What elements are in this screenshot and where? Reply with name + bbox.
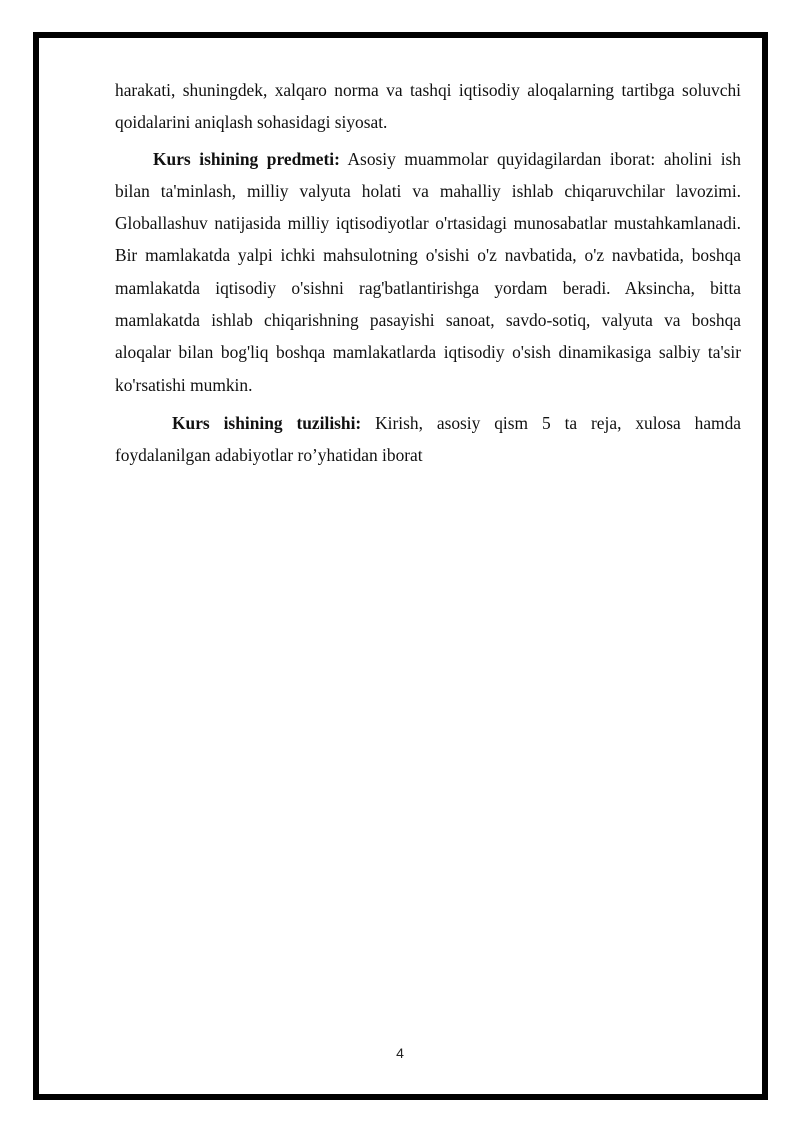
page-number: 4 <box>396 1045 404 1061</box>
course-structure-text: Kirish, asosiy qism 5 ta reja, xulosa hamda foydalanilgan adabiyotlar ro’yhatidan iborat <box>115 412 741 466</box>
course-structure-heading: Kurs ishining tuzilishi: <box>172 412 362 433</box>
course-subject-text: Asosiy muammolar quyidagilardan iborat: aholini ish bilan ta'minlash, milliy valyuta holati va mahalliy ishlab chiqaruvchilar lavozimi. Globallashuv natijasida milliy iqtisodiyotlar o'rtasidagi munosabatlar mustahkamlanadi. Bir mamlakatda yalpi ichki mahsulotning o'sishi o'z navbatida, o'z navbatida, boshqa mamlakatda iqtisodiy o'sishni rag'batlantirishga yordam beradi. Aksincha, bitta mamlakatda ishlab chiqarishning pasayishi sanoat, savdo-sotiq, valyuta va boshqa aloqalar bilan bog'liq boshqa mamlakatlarda iqtisodiy o'sish dinamikasiga salbiy ta'sir ko'rsatishi mumkin. <box>115 148 741 395</box>
course-structure-paragraph <box>115 407 741 472</box>
intro-continuation-paragraph: harakati, shuningdek, xalqaro norma va tashqi iqtisodiy aloqalarning tartibga soluvchi qoidalarini aniqlash sohasidagi siyosat. <box>115 80 741 133</box>
document-body <box>115 74 741 472</box>
course-subject-heading: Kurs ishining predmeti: <box>153 148 340 169</box>
course-subject-paragraph <box>115 143 741 401</box>
